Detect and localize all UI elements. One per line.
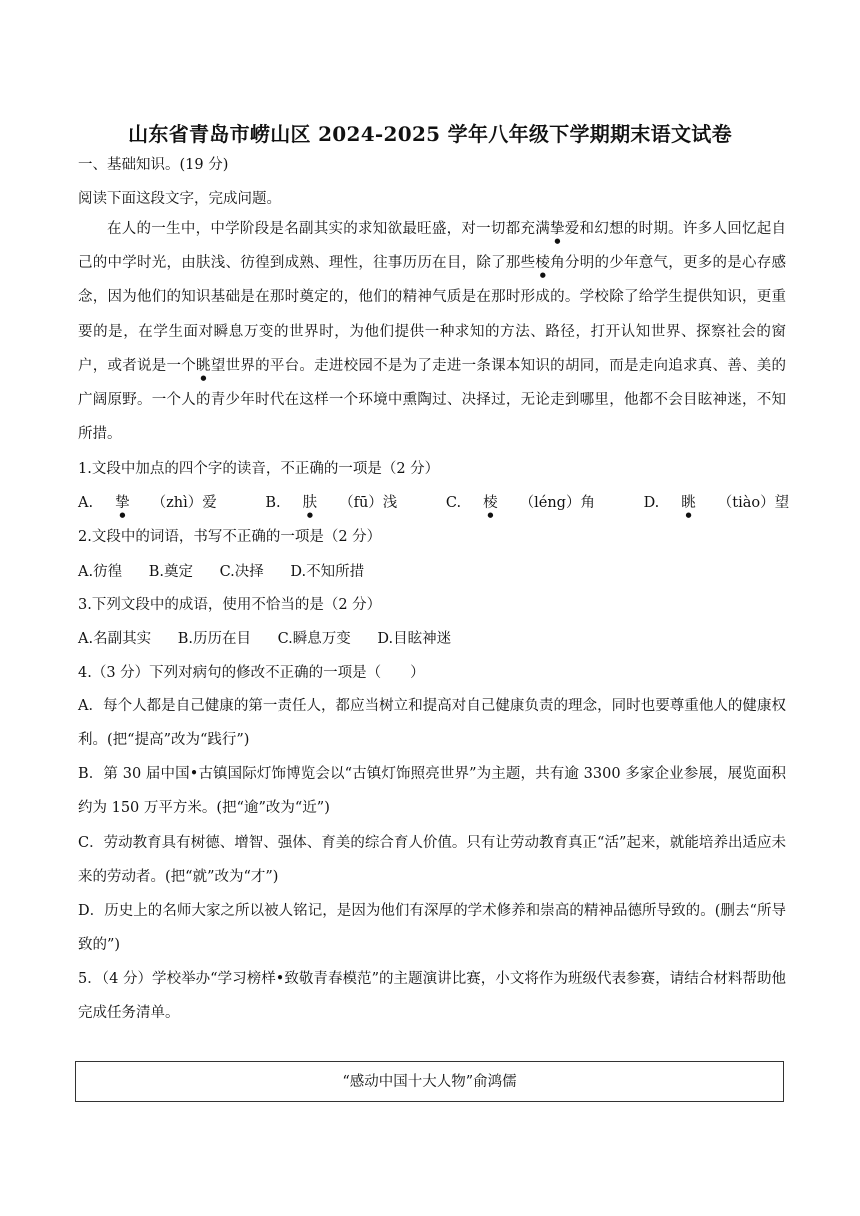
material-box [75, 1061, 784, 1102]
question-4-option-c: C．劳动教育具有树德、增智、强体、育美的综合育人价值。只有让劳动教育真正“活”起来，就能培养出适应未来的劳动者。(把“就”改为“才”) [78, 835, 786, 886]
option-d: D.不知所措 [290, 564, 365, 580]
question-4-stem: 4.（3 分）下列对病句的修改不正确的一项是（ ） [78, 665, 425, 681]
section-heading: 一、基础知识。(19 分) [78, 157, 229, 173]
question-1-options [78, 495, 833, 519]
option-c: C. 棱 （léng）角 [445, 495, 595, 511]
option-d: D.目眩神迷 [377, 631, 452, 647]
passage-text: 在人的一生中，中学阶段是名副其实的求知欲最旺盛，对一切都充满 [107, 221, 550, 237]
question-5-stem: 5．（4 分）学校举办“学习榜样•致敬青春模范”的主题演讲比赛，小文将作为班级代表参赛，请结合材料帮助他完成任务清单。 [78, 971, 786, 1022]
passage-text: 角分明的少年意气，更多的是心存感念，因为他们的知识基础是在那时奠定的，他们的精神气质是在那时形成的。学校除了给学生提供知识，更重要的是，在学生面对瞬息万变的世界时，为他们提供一种求知的方法、路径，打开认知世界、探察社会的窗户，或者说是一个 [78, 255, 787, 374]
question-2-stem: 2.文段中的词语，书写不正确的一项是（2 分） [78, 529, 382, 545]
option-a: A.名副其实 [78, 631, 152, 647]
section-intro: 阅读下面这段文字，完成问题。 [78, 191, 281, 207]
option-a: A.彷徨 [78, 564, 123, 580]
option-b: B. 肤 （fū）浅 [265, 495, 398, 511]
question-3-stem: 3.下列文段中的成语，使用不恰当的是（2 分） [78, 597, 382, 613]
question-2-options [78, 565, 386, 580]
option-c: C.瞬息万变 [277, 631, 351, 647]
reading-passage [78, 212, 786, 451]
option-a: A. 挚 （zhì）爱 [78, 495, 217, 511]
material-box-header: “感动中国十大人物”俞鸿儒 [342, 1074, 517, 1090]
exam-title: 山东省青岛市崂山区 2024-2025 学年八年级下学期期末语文试卷 [128, 122, 732, 146]
option-d: D. 眺 （tiào）望 [643, 495, 790, 511]
option-b: B.奠定 [148, 564, 193, 580]
passage-text: 望世界的平台。走进校园不是为了走进一条课本知识的胡同，而是走向追求真、善、美的广阔原野。一个人的青少年时代在这样一个环境中熏陶过、决择过，无论走到哪里，他都不会目眩神迷，不知所措。 [78, 357, 787, 443]
option-b: B.历历在目 [177, 631, 251, 647]
dotted-char: 眺 [196, 357, 211, 374]
option-c: C.决择 [219, 564, 264, 580]
dotted-char: 棱 [535, 255, 551, 272]
question-3-options [78, 632, 473, 647]
question-4-option-d: D．历史上的名师大家之所以被人铭记，是因为他们有深厚的学术修养和崇高的精神品德所导致的。(删去“所导致的”) [78, 903, 786, 954]
question-4-option-a: A．每个人都是自己健康的第一责任人，都应当树立和提高对自己健康负责的理念，同时也要尊重他人的健康权利。(把“提高”改为“践行”) [78, 698, 786, 749]
passage-text: 爱和幻想的时期。许多人回忆起自己的中学时光，由肤浅、彷徨到成熟、理性，往事历历在目，除了那些 [78, 221, 787, 272]
question-1-stem: 1.文段中加点的四个字的读音，不正确的一项是（2 分） [78, 461, 440, 477]
dotted-char: 挚 [550, 221, 565, 237]
question-4-option-b: B．第 30 届中国•古镇国际灯饰博览会以“古镇灯饰照亮世界”为主题，共有逾 3300 多家企业参展，展览面积约为 150 万平方米。(把“逾”改为“近”) [78, 766, 786, 817]
